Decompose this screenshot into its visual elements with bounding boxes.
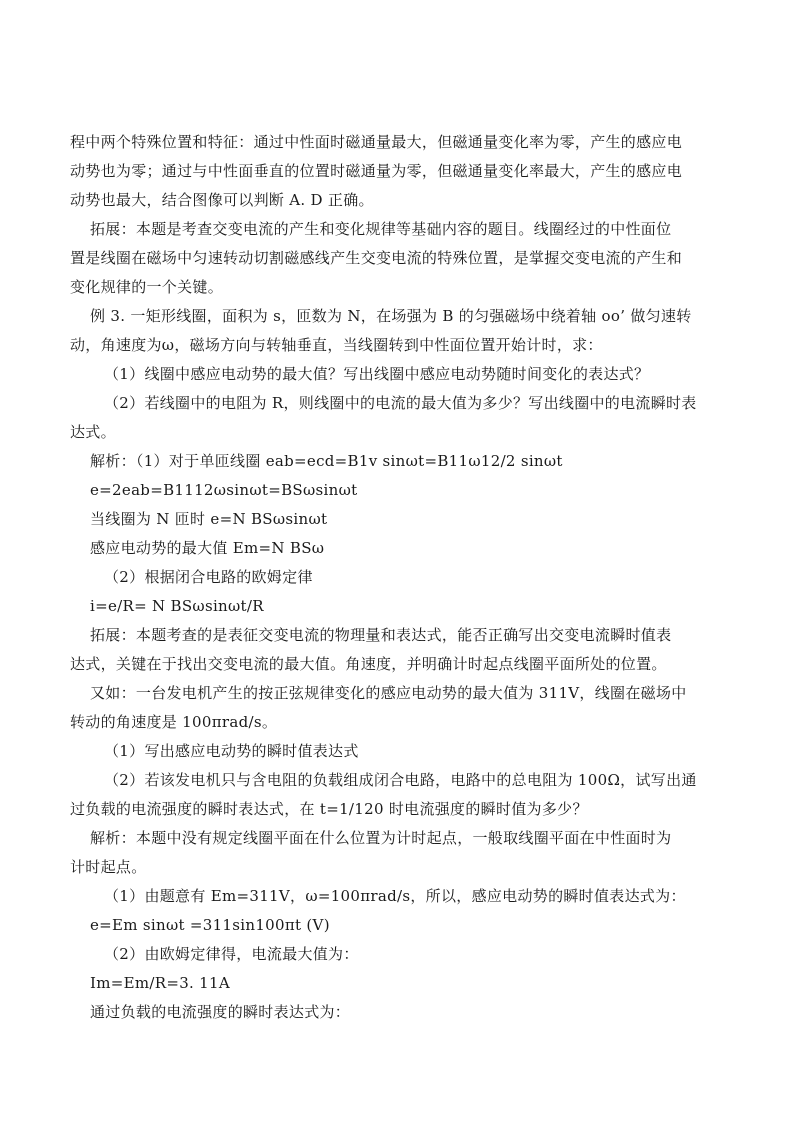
text-line: （2）由欧姆定律得，电流最大值为： xyxy=(104,945,359,963)
text-line: 解析：本题中没有规定线圈平面在什么位置为计时起点，一般取线圈平面在中性面时为 xyxy=(90,829,672,847)
text-line: 当线圈为 N 匝时 e=N BSωsinωt xyxy=(90,510,328,528)
text-line: e=Em sinωt =311sin100πt (V) xyxy=(90,916,330,934)
text-line: 拓展：本题是考查交变电流的产生和变化规律等基础内容的题目。线圈经过的中性面位 xyxy=(90,220,672,238)
text-line: 达式，关键在于找出交变电流的最大值。角速度，并明确计时起点线圈平面所处的位置。 xyxy=(70,655,667,673)
text-line: 又如：一台发电机产生的按正弦规律变化的感应电动势的最大值为 311V，线圈在磁场中 xyxy=(90,684,687,702)
text-line: 解析：（1）对于单匝线圈 eab=ecd=B1v sinωt=B11ω12/2 sinωt xyxy=(90,452,563,470)
text-line: （2）若线圈中的电阻为 R，则线圈中的电流的最大值为多少？写出线圈中的电流瞬时表 xyxy=(104,394,697,412)
text-line: 转动的角速度是 100πrad/s。 xyxy=(70,713,278,731)
text-line: 程中两个特殊位置和特征：通过中性面时磁通量最大，但磁通量变化率为零，产生的感应电 xyxy=(70,133,683,151)
text-line: （1）写出感应电动势的瞬时值表达式 xyxy=(104,742,359,760)
text-line: 例 3. 一矩形线圈，面积为 s，匝数为 N，在场强为 B 的匀强磁场中绕着轴 oo’ 做匀速转 xyxy=(90,307,692,325)
text-line: 通过负载的电流强度的瞬时表达式为： xyxy=(90,1003,351,1021)
text-line: （1）由题意有 Em=311V，ω=100πrad/s，所以，感应电动势的瞬时值表达式为： xyxy=(104,887,686,905)
text-line: 拓展：本题考查的是表征交变电流的物理量和表达式，能否正确写出交变电流瞬时值表 xyxy=(90,626,672,644)
text-line: 过负载的电流强度的瞬时表达式，在 t=1/120 时电流强度的瞬时值为多少？ xyxy=(70,800,588,818)
text-line: e=2eab=B1112ωsinωt=BSωsinωt xyxy=(90,481,358,499)
text-line: （1）线圈中感应电动势的最大值？写出线圈中感应电动势随时间变化的表达式？ xyxy=(104,365,650,383)
text-line: 动，角速度为ω，磁场方向与转轴垂直，当线圈转到中性面位置开始计时，求： xyxy=(70,336,603,354)
text-line: 感应电动势的最大值 Em=N BSω xyxy=(90,539,325,557)
text-line: Im=Em/R=3. 11A xyxy=(90,974,231,992)
text-line: （2）若该发电机只与含电阻的负载组成闭合电路，电路中的总电阻为 100Ω，试写出通 xyxy=(104,771,697,789)
text-line: 变化规律的一个关键。 xyxy=(70,278,224,296)
document-body xyxy=(70,128,720,1027)
text-line: 动势也为零；通过与中性面垂直的位置时磁通量为零，但磁通量变化率最大，产生的感应电 xyxy=(70,162,683,180)
text-line: 计时起点。 xyxy=(70,858,147,876)
text-line: i=e/R= N BSωsinωt/R xyxy=(90,597,264,615)
text-line: 置是线圈在磁场中匀速转动切割磁感线产生交变电流的特殊位置，是掌握交变电流的产生和 xyxy=(70,249,683,267)
text-line: （2）根据闭合电路的欧姆定律 xyxy=(104,568,313,586)
text-line: 动势也最大，结合图像可以判断 A. D 正确。 xyxy=(70,191,374,209)
text-line: 达式。 xyxy=(70,423,116,441)
